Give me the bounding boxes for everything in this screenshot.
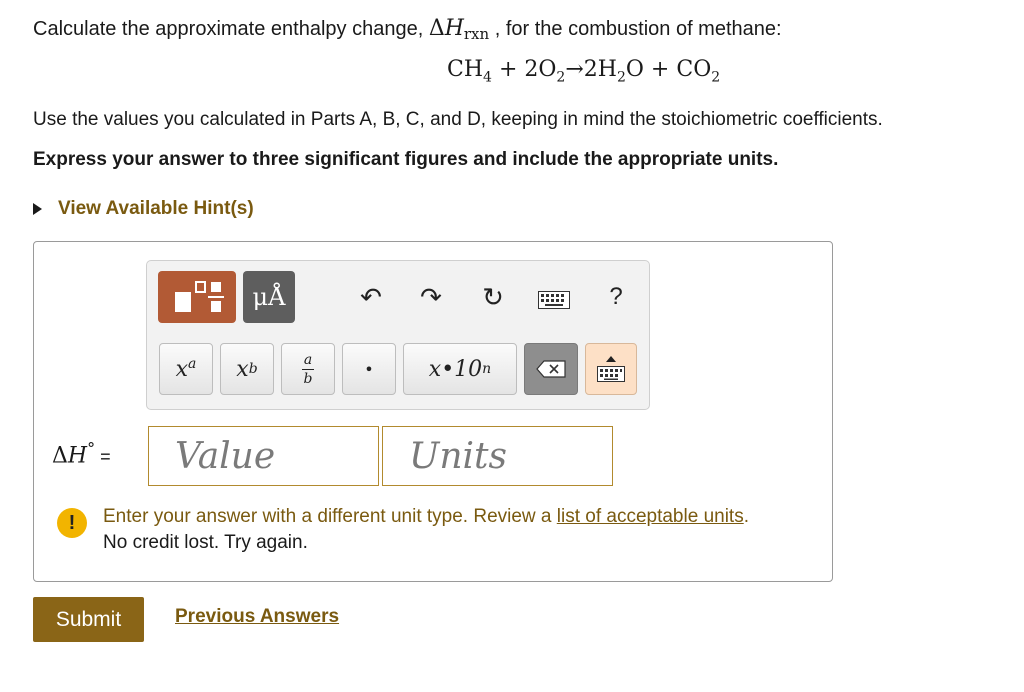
superscript-base: x: [175, 356, 189, 382]
keyboard-toggle-key[interactable]: [585, 343, 637, 395]
eq-ch-sub: 4: [483, 69, 492, 86]
warning-icon: !: [57, 508, 87, 538]
help-icon[interactable]: ?: [609, 283, 623, 310]
templates-button[interactable]: [158, 271, 236, 323]
expand-triangle-icon: [33, 203, 42, 215]
eq-o2: 2O: [524, 57, 557, 82]
question-text: [33, 15, 782, 47]
acceptable-units-link[interactable]: list of acceptable units: [556, 506, 744, 527]
question-suffix: , for the combustion of methane:: [489, 18, 782, 40]
templates-icon: [167, 278, 227, 316]
superscript-exp: a: [188, 356, 197, 372]
sci-base: x•10: [428, 356, 483, 382]
feedback-prefix: Enter your answer with a different unit type. Review a: [103, 506, 557, 527]
delta-h-rxn-symbol: [428, 16, 490, 43]
bold-instruction-text: Express your answer to three significant figures and include the appropriate units.: [33, 149, 779, 170]
answer-degree: °: [87, 439, 96, 458]
h-symbol: H: [444, 16, 464, 41]
subscript-sub: b: [248, 361, 258, 377]
eq-plus: +: [491, 57, 525, 82]
sci-exp: n: [482, 361, 492, 377]
answer-h: H: [67, 443, 88, 469]
backspace-icon: [536, 360, 566, 378]
redo-icon[interactable]: ↷: [420, 281, 442, 312]
answer-label: [52, 439, 111, 468]
backspace-key[interactable]: [524, 343, 578, 395]
eq-h2o-o: O: [625, 57, 644, 82]
eq-plus-2: +: [643, 57, 677, 82]
reaction-equation: [447, 57, 720, 85]
reset-icon[interactable]: ↻: [482, 281, 504, 312]
fraction-numerator: a: [303, 351, 313, 368]
view-hints-link[interactable]: [33, 198, 254, 220]
eq-co-sub: 2: [711, 69, 721, 86]
fraction-glyph: [302, 353, 314, 386]
subscript-key[interactable]: [220, 343, 274, 395]
eq-h2o-sub: 2: [616, 69, 626, 86]
value-input[interactable]: [148, 426, 379, 486]
keyboard-toggle-icon: [595, 353, 627, 385]
eq-arrow: →: [565, 57, 584, 82]
dot-key[interactable]: •: [342, 343, 396, 395]
fraction-denominator: b: [303, 370, 313, 387]
eq-co: CO: [676, 57, 712, 82]
subscript-base: x: [236, 356, 249, 382]
answer-equals: =: [95, 446, 111, 467]
delta-symbol: Δ: [428, 16, 445, 41]
units-button[interactable]: μÅ: [243, 271, 295, 323]
feedback-message: [103, 506, 749, 528]
answer-delta: Δ: [52, 443, 68, 469]
feedback-retry-text: No credit lost. Try again.: [103, 532, 308, 553]
eq-ch: CH: [447, 57, 484, 82]
submit-button[interactable]: Submit: [33, 597, 144, 642]
keyboard-glyph-icon: [538, 291, 570, 309]
keyboard-icon[interactable]: [536, 288, 572, 312]
instruction-text: Use the values you calculated in Parts A, B, C, and D, keeping in mind the stoichiometric coefficients.: [33, 109, 883, 130]
hint-label: View Available Hint(s): [58, 198, 254, 219]
eq-h2o: 2H: [583, 57, 617, 82]
previous-answers-link[interactable]: Previous Answers: [175, 606, 340, 627]
fraction-bar: [302, 369, 314, 370]
units-input[interactable]: [382, 426, 613, 486]
eq-o2-sub: 2: [556, 69, 566, 86]
rxn-subscript: rxn: [463, 25, 490, 43]
undo-icon[interactable]: ↶: [360, 281, 382, 312]
feedback-suffix: .: [743, 506, 749, 527]
superscript-key[interactable]: [159, 343, 213, 395]
question-prefix: Calculate the approximate enthalpy change,: [33, 18, 429, 40]
scientific-notation-key[interactable]: [403, 343, 517, 395]
fraction-key[interactable]: [281, 343, 335, 395]
